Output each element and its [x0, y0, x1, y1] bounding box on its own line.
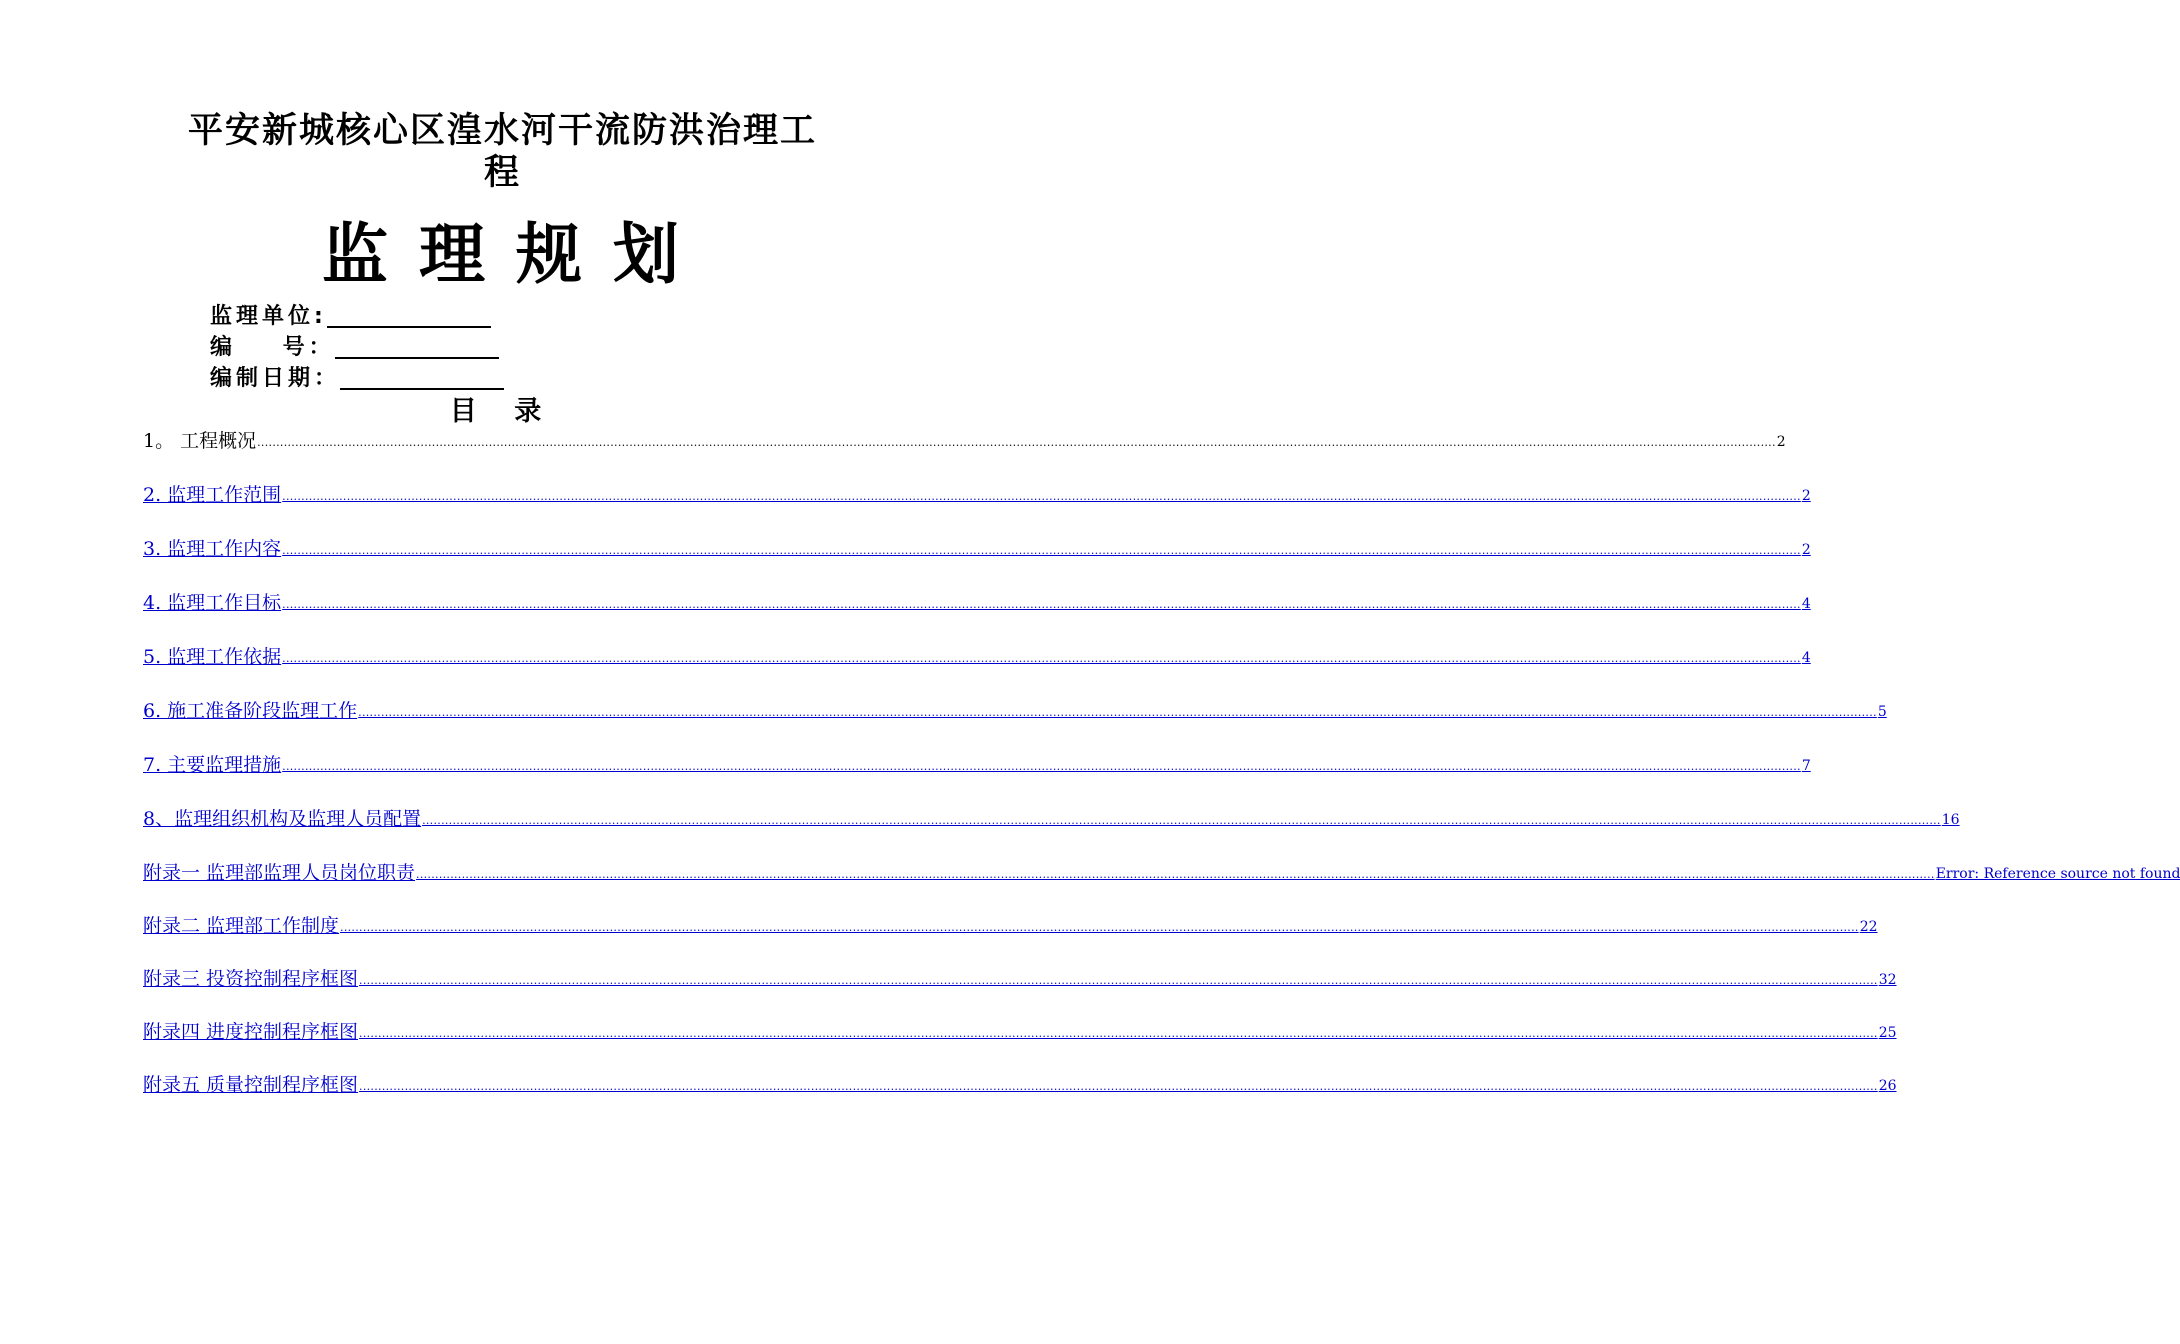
toc-entry-page: Error: Reference source not found [1935, 866, 2180, 882]
toc-entry-label: 2. 监理工作范围 [143, 484, 282, 506]
toc-entry-page: 26 [1878, 1078, 1897, 1094]
info-number-label: 编 号： [210, 335, 335, 360]
toc-entry-page: 2 [1801, 488, 1811, 504]
toc-entry-page: 32 [1878, 972, 1897, 988]
toc-entry[interactable] [143, 1070, 1897, 1098]
toc-entry[interactable] [143, 858, 2180, 886]
toc-dot-leader: ................................................................................................................................................................................................................................................................................................................................................................................................................ [282, 760, 1801, 773]
toc-entry[interactable] [143, 534, 1811, 562]
toc-entry[interactable] [143, 480, 1811, 508]
toc-dot-leader: ................................................................................................................................................................................................................................................................................................................................................................................................................ [422, 814, 1941, 827]
toc-entry [143, 426, 1786, 454]
toc-dot-leader: ................................................................................................................................................................................................................................................................................................................................................................................................................ [359, 974, 1878, 987]
info-unit-blank [327, 306, 491, 328]
document-title-line2: 程 [483, 153, 521, 193]
toc-entry-label: 附录四 进度控制程序框图 [143, 1021, 359, 1043]
toc-dot-leader: ................................................................................................................................................................................................................................................................................................................................................................................................................ [282, 652, 1801, 665]
toc-entry-label: 8、监理组织机构及监理人员配置 [143, 808, 422, 830]
toc-dot-leader: ................................................................................................................................................................................................................................................................................................................................................................................................................ [340, 921, 1859, 934]
toc-entry[interactable] [143, 588, 1811, 616]
info-date-label: 编制日期： [210, 366, 341, 391]
toc-entry-label: 5. 监理工作依据 [143, 646, 282, 668]
toc-title: 目 录 [449, 396, 556, 427]
toc-entry-label: 附录二 监理部工作制度 [143, 915, 340, 937]
toc-entry-label: 7. 主要监理措施 [143, 754, 282, 776]
toc-dot-leader: ................................................................................................................................................................................................................................................................................................................................................................................................................ [359, 1027, 1878, 1040]
toc-dot-leader: ................................................................................................................................................................................................................................................................................................................................................................................................................ [282, 544, 1801, 557]
toc-dot-leader: ................................................................................................................................................................................................................................................................................................................................................................................................................ [257, 436, 1776, 449]
toc-entry-page: 2 [1776, 434, 1786, 450]
toc-entry[interactable] [143, 964, 1897, 992]
toc-entry-label: 3. 监理工作内容 [143, 538, 282, 560]
info-number-row [210, 333, 499, 363]
main-title: 监 理 规 划 [322, 216, 683, 293]
toc-entry[interactable] [143, 696, 1887, 724]
toc-entry-page: 5 [1877, 704, 1887, 720]
toc-entry[interactable] [143, 1017, 1897, 1045]
toc-dot-leader: ................................................................................................................................................................................................................................................................................................................................................................................................................ [282, 490, 1801, 503]
info-date-blank [340, 368, 504, 390]
toc-entry-label: 4. 监理工作目标 [143, 592, 282, 614]
toc-dot-leader: ................................................................................................................................................................................................................................................................................................................................................................................................................ [416, 868, 1935, 881]
toc-entry-page: 2 [1801, 542, 1811, 558]
toc-entry-page: 16 [1941, 812, 1960, 828]
toc-entry-page: 4 [1801, 596, 1811, 612]
info-number-blank [335, 337, 499, 359]
info-unit-row [210, 302, 491, 332]
toc-entry-page: 25 [1878, 1025, 1897, 1041]
toc-entry-label: 6. 施工准备阶段监理工作 [143, 700, 358, 722]
toc-entry-page: 22 [1859, 919, 1878, 935]
toc-entry[interactable] [143, 911, 1878, 939]
info-unit-label: 监理单位: [210, 304, 327, 329]
toc-entry-label: 附录三 投资控制程序框图 [143, 968, 359, 990]
toc-entry[interactable] [143, 642, 1811, 670]
toc-dot-leader: ................................................................................................................................................................................................................................................................................................................................................................................................................ [358, 706, 1877, 719]
document-title-line1: 平安新城核心区湟水河干流防洪治理工 [187, 111, 817, 151]
toc-entry[interactable] [143, 804, 1960, 832]
toc-dot-leader: ................................................................................................................................................................................................................................................................................................................................................................................................................ [282, 598, 1801, 611]
toc-dot-leader: ................................................................................................................................................................................................................................................................................................................................................................................................................ [359, 1080, 1878, 1093]
toc-entry-page: 7 [1801, 758, 1811, 774]
toc-entry-label: 附录五 质量控制程序框图 [143, 1074, 359, 1096]
toc-entry-page: 4 [1801, 650, 1811, 666]
toc-entry[interactable] [143, 750, 1811, 778]
toc-entry-label: 附录一 监理部监理人员岗位职责 [143, 862, 416, 884]
toc-entry-label: 1。 工程概况 [143, 430, 257, 452]
info-date-row [210, 364, 504, 394]
